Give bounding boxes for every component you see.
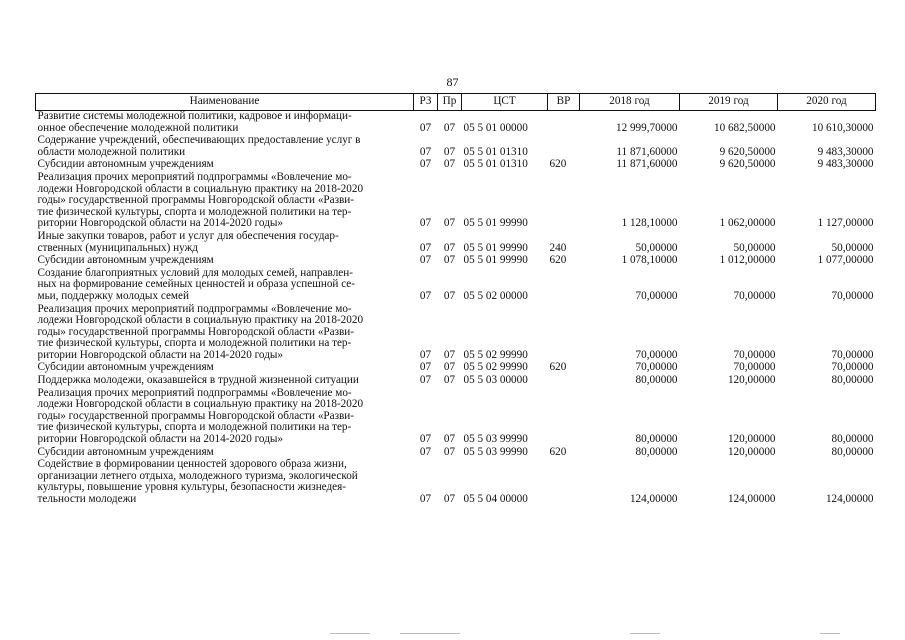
cell-pr: 07: [443, 241, 456, 254]
cell-y2020: 70,00000: [831, 289, 874, 302]
table-row: [36, 304, 876, 363]
cell-y2018: 80,00000: [635, 433, 678, 446]
cell-y2019: 124,00000: [727, 493, 776, 505]
row-name: [36, 459, 414, 506]
cell-vr: 620: [549, 158, 567, 171]
cell-vr: [548, 268, 580, 304]
row-name-line: Развитие системы молодежной политики, кадровое и информаци-: [37, 110, 352, 122]
header-pr: Пр: [438, 94, 462, 111]
header-vr: ВР: [548, 94, 580, 111]
cell-y2019: 70,00000: [733, 289, 776, 302]
cell-pr: 07: [443, 493, 456, 505]
cell-pr: 07: [443, 433, 456, 446]
cell-cst: 05 5 01 01310: [463, 145, 528, 158]
cell-rz: 07: [419, 374, 432, 387]
row-name-line: ритории Новгородской области на 2014-2020 годы»: [37, 348, 284, 361]
header-cst: ЦСТ: [462, 94, 548, 111]
table-row: [36, 375, 876, 388]
row-name-line: Поддержка молодежи, оказавшейся в трудной жизненной ситуации: [37, 374, 359, 387]
cell-y2018: 124,00000: [629, 493, 678, 505]
page-number: 87: [446, 75, 459, 89]
cell-y2020: 50,00000: [831, 241, 874, 254]
cell-vr: [548, 375, 580, 388]
cell-rz: 07: [419, 241, 432, 254]
cell-pr: 07: [443, 289, 456, 302]
cell-y2019: 70,00000: [733, 361, 776, 374]
row-name-line: ритории Новгородской области на 2014-2020 годы»: [37, 433, 284, 446]
row-name: [36, 388, 414, 447]
row-name-line: лодежи Новгородской области в социальную практику на 2018-2020: [37, 398, 364, 411]
cell-y2019: 70,00000: [733, 348, 776, 361]
cell-y2018: 80,00000: [635, 445, 678, 458]
cell-pr: 07: [443, 145, 456, 158]
cell-pr: 07: [443, 158, 456, 171]
cell-y2019: 120,00000: [727, 374, 776, 387]
row-name: [36, 255, 414, 268]
row-name: [36, 135, 414, 159]
row-name-line: тие физической культуры, спорта и молодежной политики на тер-: [37, 205, 352, 218]
header-2018: 2018 год: [580, 94, 680, 111]
row-name-line: ритории Новгородской области на 2014-2020 годы»: [37, 217, 284, 230]
row-name-line: Содействие в формировании ценностей здорового образа жизни,: [37, 458, 347, 471]
cell-rz: 07: [419, 145, 432, 158]
header-rz: РЗ: [414, 94, 438, 111]
row-name-line: Создание благоприятных условий для молодых семей, направлен-: [37, 266, 353, 279]
cell-y2019: 120,00000: [727, 445, 776, 458]
cell-y2018: 11 871,60000: [616, 158, 678, 171]
row-name-line: ственных (муниципальных) нужд: [37, 241, 198, 254]
cell-y2019: 50,00000: [733, 241, 776, 254]
cell-cst: 05 5 03 99990: [463, 433, 528, 446]
header-name: Наименование: [36, 94, 414, 111]
row-name-line: Субсидии автономным учреждениям: [37, 254, 214, 267]
row-name-line: Субсидии автономным учреждениям: [37, 445, 214, 458]
cell-y2018: 11 871,60000: [616, 145, 678, 158]
table-body: [36, 111, 876, 507]
cell-y2020: 80,00000: [831, 374, 874, 387]
cell-rz: 07: [419, 158, 432, 171]
cell-y2019: 9 620,50000: [719, 158, 776, 171]
table-row: [36, 172, 876, 231]
cell-y2019: 1 062,00000: [719, 217, 776, 230]
row-name: [36, 268, 414, 304]
table-row: [36, 459, 876, 506]
row-name-line: годы» государственной программы Новгородской области «Разви-: [37, 409, 355, 422]
cell-y2018: 70,00000: [635, 289, 678, 302]
cell-cst: 05 5 01 99990: [463, 217, 528, 230]
cell-cst: 05 5 03 99990: [463, 445, 528, 458]
row-name-line: лодежи Новгородской области в социальную практику на 2018-2020: [37, 314, 364, 327]
cell-y2020: 124,00000: [825, 493, 874, 505]
table-header-row: [36, 94, 876, 111]
cell-rz: 07: [419, 445, 432, 458]
row-name-line: организации летнего отдыха, молодежного туризма, экологической: [37, 469, 358, 482]
cell-pr: 07: [443, 348, 456, 361]
row-name-line: тельности молодежи: [37, 493, 137, 505]
cell-vr: 620: [549, 445, 567, 458]
row-name-line: годы» государственной программы Новгородской области «Разви-: [37, 194, 355, 207]
cell-y2020: 80,00000: [831, 433, 874, 446]
cell-y2018: 80,00000: [635, 374, 678, 387]
row-name-line: Содержание учреждений, обеспечивающих предоставление услуг в: [37, 134, 361, 147]
row-name: [36, 172, 414, 231]
row-name-line: лодежи Новгородской области в социальную практику на 2018-2020: [37, 182, 364, 195]
row-name-line: ных на формирование семейных ценностей и образа успешной се-: [37, 278, 355, 291]
row-name-line: Реализация прочих мероприятий подпрограммы «Вовлечение мо-: [37, 386, 352, 399]
cell-cst: 05 5 01 01310: [463, 158, 528, 171]
row-name-line: культуры, повышение уровня культуры, безопасности жизнедея-: [37, 481, 347, 494]
cell-cst: 05 5 01 99990: [463, 241, 528, 254]
cell-y2020: 1 127,00000: [817, 217, 874, 230]
cell-y2018: 1 078,10000: [621, 254, 678, 267]
cell-y2020: 9 483,30000: [817, 158, 874, 171]
cell-pr: 07: [443, 217, 456, 230]
row-name-line: Субсидии автономным учреждениям: [37, 361, 214, 374]
scan-artifact: [0, 630, 905, 636]
row-name-line: тие физической культуры, спорта и молодежной политики на тер-: [37, 337, 352, 350]
cell-y2020: 1 077,00000: [817, 254, 874, 267]
table-row: [36, 268, 876, 304]
header-2019: 2019 год: [680, 94, 778, 111]
cell-y2018: 50,00000: [635, 241, 678, 254]
cell-vr: [548, 172, 580, 231]
cell-y2019: 1 012,00000: [719, 254, 776, 267]
row-name: [36, 231, 414, 255]
cell-pr: 07: [443, 121, 456, 134]
cell-y2018: 70,00000: [635, 348, 678, 361]
cell-y2020: 80,00000: [831, 445, 874, 458]
cell-pr: 07: [443, 445, 456, 458]
table-row: [36, 231, 876, 255]
cell-rz: 07: [419, 361, 432, 374]
cell-rz: 07: [419, 433, 432, 446]
cell-rz: 07: [419, 121, 432, 134]
table-row: [36, 111, 876, 136]
cell-cst: 05 5 04 00000: [463, 493, 528, 505]
cell-rz: 07: [419, 254, 432, 267]
cell-rz: 07: [419, 217, 432, 230]
cell-cst: 05 5 02 99990: [463, 348, 528, 361]
cell-cst: 05 5 03 00000: [463, 374, 528, 387]
cell-pr: 07: [443, 254, 456, 267]
cell-vr: [548, 304, 580, 363]
row-name: [36, 111, 414, 136]
cell-vr: [548, 111, 580, 136]
cell-cst: 05 5 02 99990: [463, 361, 528, 374]
cell-y2019: 10 682,50000: [713, 121, 776, 134]
cell-rz: 07: [419, 348, 432, 361]
table-row: [36, 388, 876, 447]
cell-vr: [548, 388, 580, 447]
budget-table: [35, 93, 876, 507]
cell-y2020: 9 483,30000: [817, 145, 874, 158]
row-name-line: Иные закупки товаров, работ и услуг для обеспечения государ-: [37, 229, 339, 242]
cell-y2018: 12 999,70000: [615, 121, 678, 134]
row-name-line: Реализация прочих мероприятий подпрограммы «Вовлечение мо-: [37, 302, 352, 315]
table-row: [36, 255, 876, 268]
cell-pr: 07: [443, 361, 456, 374]
row-name-line: области молодежной политики: [37, 145, 186, 158]
cell-vr: 240: [549, 241, 567, 254]
cell-cst: 05 5 01 00000: [463, 121, 528, 134]
row-name-line: тие физической культуры, спорта и молодежной политики на тер-: [37, 421, 352, 434]
cell-y2020: 10 610,30000: [811, 121, 874, 134]
row-name-line: онное обеспечение молодежной политики: [37, 121, 239, 134]
cell-y2020: 70,00000: [831, 348, 874, 361]
cell-y2019: 9 620,50000: [719, 145, 776, 158]
cell-rz: 07: [419, 289, 432, 302]
cell-vr: [548, 135, 580, 159]
cell-cst: 05 5 02 00000: [463, 289, 528, 302]
cell-cst: 05 5 01 99990: [463, 254, 528, 267]
cell-y2018: 1 128,10000: [621, 217, 678, 230]
row-name-line: годы» государственной программы Новгородской области «Разви-: [37, 325, 355, 338]
cell-pr: 07: [443, 374, 456, 387]
cell-rz: 07: [419, 493, 432, 505]
cell-vr: 620: [549, 361, 567, 374]
row-name-line: Реализация прочих мероприятий подпрограммы «Вовлечение мо-: [37, 170, 352, 183]
row-name: [36, 304, 414, 363]
table-row: [36, 135, 876, 159]
row-name-line: мьи, поддержку молодых семей: [37, 289, 189, 302]
header-2020: 2020 год: [778, 94, 876, 111]
cell-y2019: 120,00000: [727, 433, 776, 446]
cell-y2020: 70,00000: [831, 361, 874, 374]
row-name: [36, 375, 414, 388]
row-name-line: Субсидии автономным учреждениям: [37, 158, 214, 171]
cell-y2018: 70,00000: [635, 361, 678, 374]
cell-vr: 620: [549, 254, 567, 267]
cell-vr: [548, 459, 580, 506]
